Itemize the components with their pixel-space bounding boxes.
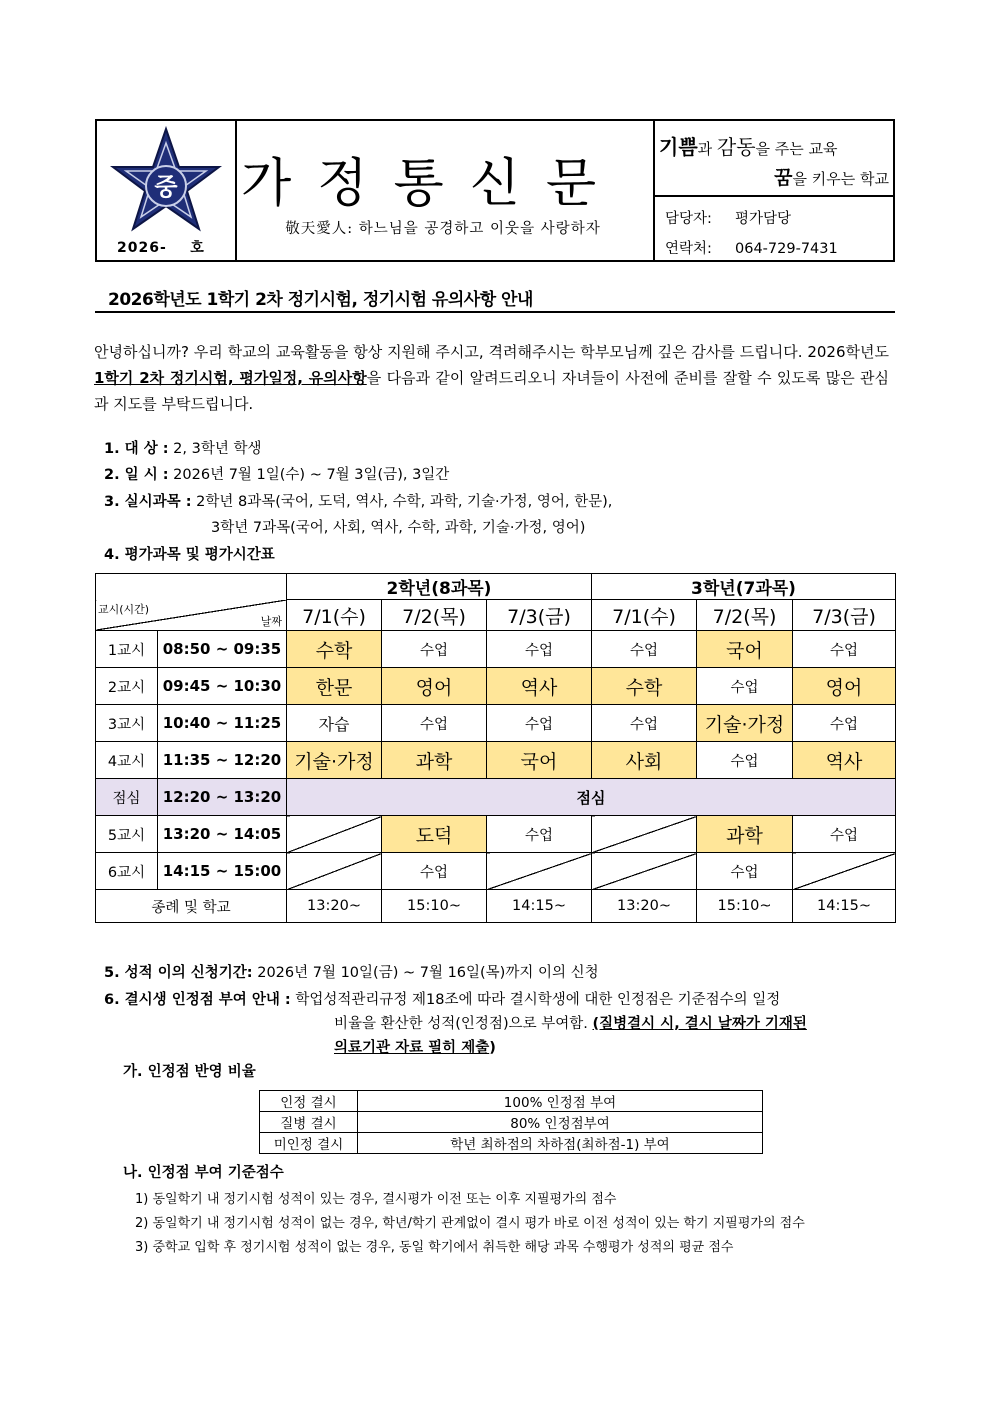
dismissal-row — [96, 890, 896, 923]
day-header: 7/3(금) — [793, 600, 896, 631]
class-cell: 수업 — [793, 816, 896, 853]
day-header: 7/1(수) — [592, 600, 697, 631]
exam-cell: 수학 — [592, 668, 697, 705]
school-motto: 敬天愛人: 하느님을 공경하고 이웃을 사랑하자 — [285, 221, 601, 237]
dismissal-time: 14:15~ — [487, 890, 592, 923]
class-cell: 수업 — [487, 816, 592, 853]
intro-emphasis: 1학기 2차 정기시험, 평가일정, 유의사항 — [94, 369, 367, 387]
ratio-value: 학년 최하점의 차하점(최하점-1) 부여 — [358, 1133, 763, 1154]
grade3-header: 3학년(7과목) — [592, 574, 896, 600]
ratio-row — [260, 1133, 763, 1154]
period-label: 4교시 — [96, 742, 158, 779]
manager-name: 평가담당 — [735, 211, 792, 227]
class-cell: 수업 — [697, 668, 793, 705]
period-time: 14:15 ~ 15:00 — [158, 853, 287, 890]
empty-slot — [592, 853, 697, 890]
ratio-table — [259, 1090, 763, 1154]
dismissal-time: 15:10~ — [382, 890, 487, 923]
item-absence-line3: 의료기관 자료 필히 제출) — [334, 1040, 496, 1056]
newsletter-header — [95, 119, 895, 262]
schedule-row — [96, 816, 896, 853]
item-target: 1. 대 상 : 2, 3학년 학생 — [104, 441, 262, 457]
document-heading: 2026학년도 1학기 2차 정기시험, 정기시험 유의사항 안내 — [108, 290, 533, 310]
intro-paragraph: 안녕하십니까? 우리 학교의 교육활동을 항상 지원해 주시고, 격려해주시는 학부모님께 깊은 감사를 드립니다. 2026학년도 1학기 2차 정기시험, 평가일정, 유의사항을 다음과 같이 알려드리오니 자녀들이 사전에 준비를 잘할 수 있도록 많은 관심과 지도를 부탁드립니다. — [94, 343, 890, 413]
exam-cell: 영어 — [382, 668, 487, 705]
schedule-row — [96, 668, 896, 705]
item-subjects: 3. 실시과목 : 2학년 8과목(국어, 도덕, 역사, 수학, 과학, 기술·가정, 영어, 한문), — [104, 494, 613, 510]
criteria-item: 1) 동일학기 내 정기시험 성적이 있는 경우, 결시평가 이전 또는 이후 지필평가의 점수 — [135, 1192, 617, 1207]
newsletter-title: 가정통신문 — [241, 154, 623, 214]
item-schedule-label: 4. 평가과목 및 평가시간표 — [104, 547, 275, 563]
lunch-cell: 점심 — [287, 779, 896, 816]
school-star-emblem-icon — [109, 125, 223, 235]
issue-number: 2026- 호 — [117, 240, 205, 256]
exam-cell: 영어 — [793, 668, 896, 705]
phone-row: 연락처: 064-729-7431 — [665, 241, 838, 257]
day-header: 7/2(목) — [697, 600, 793, 631]
title-area — [235, 121, 655, 260]
empty-slot — [793, 853, 896, 890]
slogan-line-2: 꿈을 키우는 학교 — [774, 167, 889, 189]
day-header: 7/2(목) — [382, 600, 487, 631]
period-time: 13:20 ~ 14:05 — [158, 816, 287, 853]
lunch-label: 점심 — [96, 779, 158, 816]
lunch-time: 12:20 ~ 13:20 — [158, 779, 287, 816]
period-label: 2교시 — [96, 668, 158, 705]
exam-cell: 기술·가정 — [287, 742, 382, 779]
ratio-value: 80% 인정점부여 — [358, 1112, 763, 1133]
class-cell: 수업 — [793, 631, 896, 668]
exam-cell: 국어 — [487, 742, 592, 779]
exam-cell: 도덕 — [382, 816, 487, 853]
ratio-row — [260, 1091, 763, 1112]
dismissal-time: 13:20~ — [287, 890, 382, 923]
item-absence: 6. 결시생 인정점 부여 안내 : 학업성적관리규정 제18조에 따라 결시학생에 대한 인정점은 기준점수의 일정 — [104, 992, 781, 1008]
schedule-row — [96, 742, 896, 779]
criteria-heading: 나. 인정점 부여 기준점수 — [123, 1165, 284, 1181]
class-cell: 수업 — [382, 705, 487, 742]
period-time: 11:35 ~ 12:20 — [158, 742, 287, 779]
day-header: 7/3(금) — [487, 600, 592, 631]
period-label: 6교시 — [96, 853, 158, 890]
dismissal-time: 14:15~ — [793, 890, 896, 923]
dismissal-time: 15:10~ — [697, 890, 793, 923]
class-cell: 수업 — [382, 853, 487, 890]
exam-cell: 과학 — [697, 816, 793, 853]
ratio-heading: 가. 인정점 반영 비율 — [123, 1064, 256, 1080]
class-cell: 수업 — [592, 631, 697, 668]
heading-divider — [95, 311, 895, 313]
item-absence-line2: 비율을 환산한 성적(인정점)으로 부여함. (질병결시 시, 결시 날짜가 기재된 — [334, 1016, 807, 1032]
empty-slot — [487, 853, 592, 890]
criteria-item: 3) 중학교 입학 후 정기시험 성적이 없는 경우, 동일 학기에서 취득한 해당 과목 수행평가 성적의 평균 점수 — [135, 1240, 734, 1255]
exam-cell: 과학 — [382, 742, 487, 779]
class-cell: 수업 — [487, 631, 592, 668]
dismissal-label: 종례 및 학교 — [96, 890, 287, 923]
ratio-value: 100% 인정점 부여 — [358, 1091, 763, 1112]
school-logo-char: 중 — [154, 173, 178, 201]
item-subjects-grade3: 3학년 7과목(국어, 사회, 역사, 수학, 과학, 기술·가정, 영어) — [211, 520, 586, 536]
exam-cell: 사회 — [592, 742, 697, 779]
period-label: 1교시 — [96, 631, 158, 668]
exam-cell: 기술·가정 — [697, 705, 793, 742]
empty-slot — [592, 816, 697, 853]
slogan-line-1: 기쁨과 감동을 주는 교육 — [659, 135, 838, 159]
dismissal-time: 13:20~ — [592, 890, 697, 923]
exam-cell: 역사 — [793, 742, 896, 779]
header-info — [653, 121, 893, 260]
corner-period-label: 교시(시간) — [98, 602, 150, 616]
lunch-row — [96, 779, 896, 816]
exam-cell: 수학 — [287, 631, 382, 668]
period-time: 10:40 ~ 11:25 — [158, 705, 287, 742]
corner-cell — [96, 600, 287, 631]
schedule-row — [96, 705, 896, 742]
manager-row: 담당자: 평가담당 — [665, 211, 792, 227]
corner-date-label: 날짜 — [260, 615, 282, 628]
item-appeal: 5. 성적 이의 신청기간: 2026년 7월 10일(금) ~ 7월 16일(목)까지 이의 신청 — [104, 965, 599, 981]
ratio-row — [260, 1112, 763, 1133]
exam-schedule-table — [95, 573, 896, 923]
item-date: 2. 일 시 : 2026년 7월 1일(수) ~ 7월 3일(금), 3일간 — [104, 467, 450, 483]
phone-number: 064-729-7431 — [735, 241, 838, 257]
class-cell: 수업 — [697, 853, 793, 890]
criteria-item: 2) 동일학기 내 정기시험 성적이 없는 경우, 학년/학기 관계없이 결시 평가 바로 이전 성적이 있는 학기 지필평가의 점수 — [135, 1216, 805, 1231]
class-cell: 수업 — [697, 742, 793, 779]
class-cell: 수업 — [793, 705, 896, 742]
exam-cell: 국어 — [697, 631, 793, 668]
day-header: 7/1(수) — [287, 600, 382, 631]
period-time: 08:50 ~ 09:35 — [158, 631, 287, 668]
schedule-row — [96, 631, 896, 668]
grade2-header: 2학년(8과목) — [287, 574, 592, 600]
class-cell: 수업 — [487, 705, 592, 742]
grade-header-row — [96, 574, 896, 600]
exam-cell: 역사 — [487, 668, 592, 705]
blank-corner-top — [96, 574, 287, 600]
period-label: 5교시 — [96, 816, 158, 853]
empty-slot — [287, 853, 382, 890]
ratio-type: 미인정 결시 — [260, 1133, 358, 1154]
period-label: 3교시 — [96, 705, 158, 742]
study-cell: 자습 — [287, 705, 382, 742]
empty-slot — [287, 816, 382, 853]
ratio-type: 질병 결시 — [260, 1112, 358, 1133]
schedule-row — [96, 853, 896, 890]
day-header-row — [96, 600, 896, 631]
class-cell: 수업 — [592, 705, 697, 742]
ratio-type: 인정 결시 — [260, 1091, 358, 1112]
class-cell: 수업 — [382, 631, 487, 668]
school-slogan — [653, 121, 893, 197]
period-time: 09:45 ~ 10:30 — [158, 668, 287, 705]
school-logo-area — [97, 121, 237, 260]
exam-cell: 한문 — [287, 668, 382, 705]
